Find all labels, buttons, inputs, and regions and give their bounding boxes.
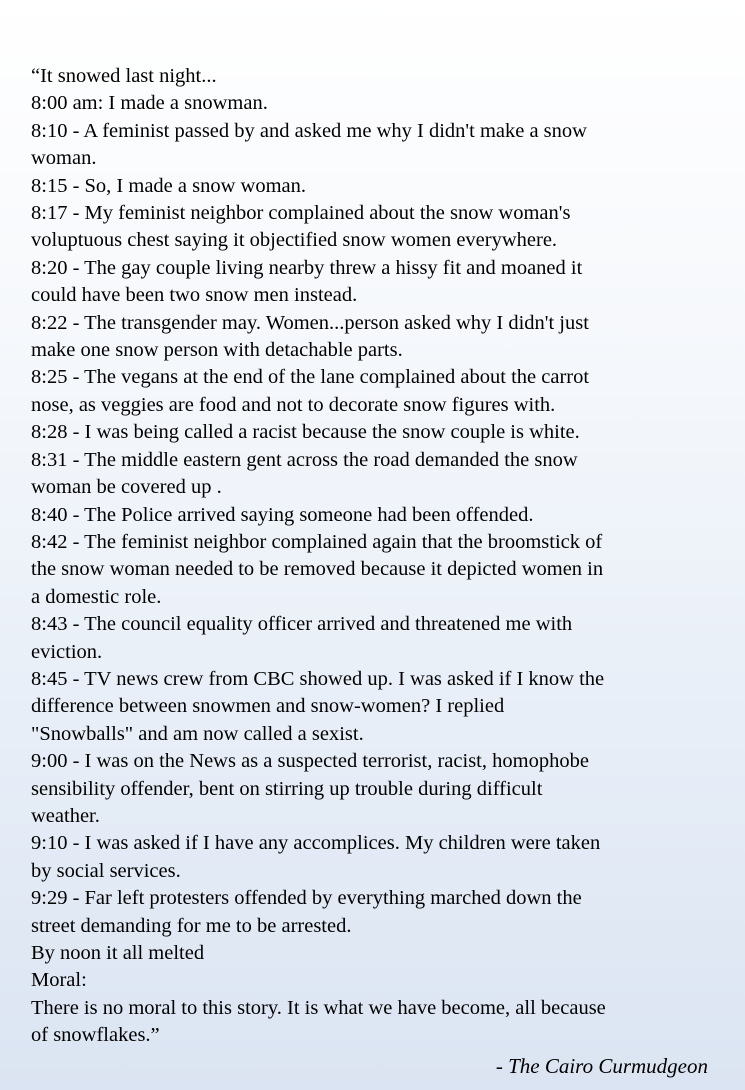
story-text xyxy=(31,63,731,1050)
text-line: eviction. xyxy=(31,640,103,663)
text-line: make one snow person with detachable parts. xyxy=(31,339,403,362)
text-line: 8:42 - The feminist neighbor complained again that the broomstick of xyxy=(31,530,603,553)
text-line: 8:00 am: I made a snowman. xyxy=(31,92,268,115)
text-line: by social services. xyxy=(31,859,181,882)
text-line: could have been two snow men instead. xyxy=(31,284,358,307)
text-line: 9:10 - I was asked if I have any accomplices. My children were taken xyxy=(31,832,601,855)
author-signature: - The Cairo Curmudgeon xyxy=(495,1054,708,1078)
text-line: difference between snowmen and snow-women? I replied xyxy=(31,695,505,718)
text-line: street demanding for me to be arrested. xyxy=(31,914,352,937)
text-line: 8:28 - I was being called a racist because the snow couple is white. xyxy=(31,421,580,444)
text-line: voluptuous chest saying it objectified snow women everywhere. xyxy=(31,229,558,252)
text-line: 8:45 - TV news crew from CBC showed up. I was asked if I know the xyxy=(31,667,605,690)
text-line: of snowflakes.” xyxy=(31,1024,160,1047)
text-line: Moral: xyxy=(31,969,87,992)
text-line: 8:43 - The council equality officer arrived and threatened me with xyxy=(31,613,573,636)
text-line: sensibility offender, bent on stirring up trouble during difficult xyxy=(31,777,543,800)
text-line: 8:20 - The gay couple living nearby threw a hissy fit and moaned it xyxy=(31,256,583,279)
text-line: 8:22 - The transgender may. Women...person asked why I didn't just xyxy=(31,311,589,334)
text-line: There is no moral to this story. It is what we have become, all because xyxy=(31,996,606,1019)
text-line: the snow woman needed to be removed because it depicted women in xyxy=(31,558,604,581)
text-line: a domestic role. xyxy=(31,585,162,608)
text-line: 8:10 - A feminist passed by and asked me why I didn't make a snow xyxy=(31,119,587,142)
text-line: "Snowballs" and am now called a sexist. xyxy=(31,722,364,745)
text-line: 8:25 - The vegans at the end of the lane complained about the carrot xyxy=(31,366,590,389)
text-line: By noon it all melted xyxy=(31,942,205,964)
text-line: woman be covered up . xyxy=(31,476,222,499)
text-line: 8:31 - The middle eastern gent across the road demanded the snow xyxy=(31,448,578,471)
text-line: 8:15 - So, I made a snow woman. xyxy=(31,174,306,197)
text-line: 8:40 - The Police arrived saying someone had been offended. xyxy=(31,503,534,526)
text-line: 8:17 - My feminist neighbor complained about the snow woman's xyxy=(31,202,571,225)
text-line: woman. xyxy=(31,147,97,170)
text-line: 9:00 - I was on the News as a suspected terrorist, racist, homophobe xyxy=(31,750,589,773)
text-line: 9:29 - Far left protesters offended by everything marched down the xyxy=(31,887,582,910)
text-line: weather. xyxy=(31,804,100,827)
text-line: nose, as veggies are food and not to decorate snow figures with. xyxy=(31,393,556,416)
text-line: “It snowed last night... xyxy=(31,65,217,87)
